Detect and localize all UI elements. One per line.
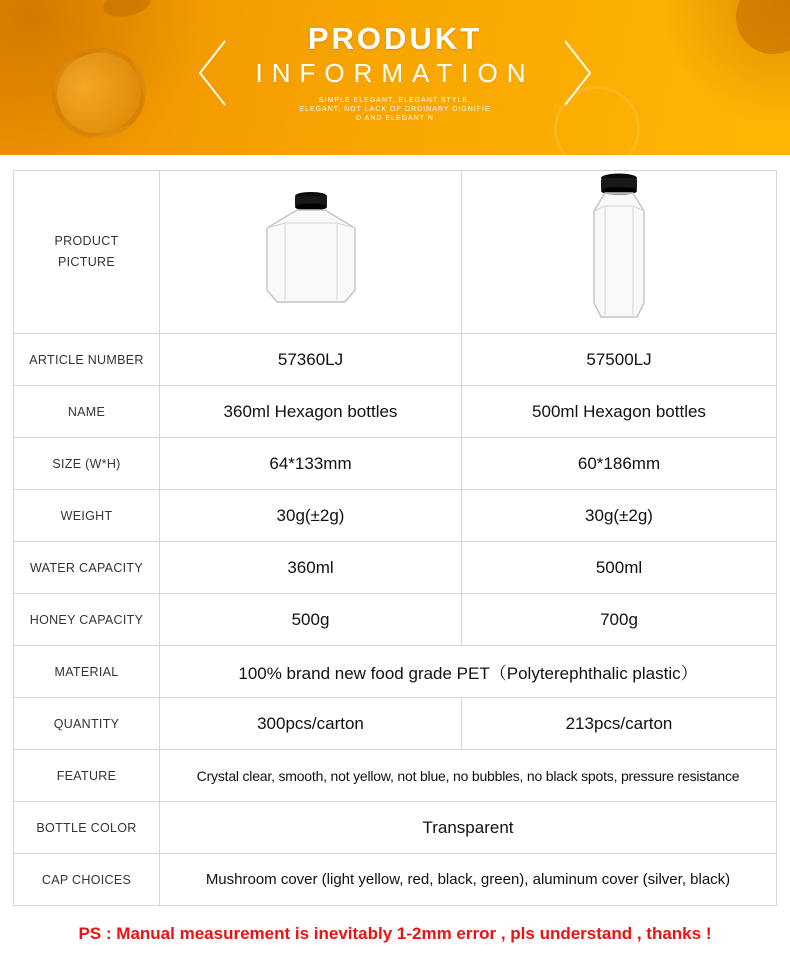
cap-choices-value: Mushroom cover (light yellow, red, black, green), aluminum cover (silver, black) [160,854,777,906]
table-row-bottle-color [14,802,777,854]
table-row-material [14,646,777,698]
feature-value: Crystal clear, smooth, not yellow, not blue, no bubbles, no black spots, pressure resistance [160,750,777,802]
label-picture: PICTURE [58,255,115,269]
label-product: PRODUCT [54,234,119,248]
banner-title: PRODUKT [307,21,483,56]
bottle-color-value: Transparent [160,802,777,854]
spec-table-wrapper [0,155,790,906]
banner-titles [255,22,534,123]
honey-capacity-360: 500g [160,594,462,646]
row-label-article-number: ARTICLE NUMBER [14,334,160,386]
honey-capacity-500: 700g [462,594,777,646]
table-row-picture [14,171,777,334]
decorative-ellipse-top [101,0,153,21]
quantity-500: 213pcs/carton [462,698,777,750]
size-360: 64*133mm [160,438,462,490]
hexagon-bottle-360ml-image [251,188,371,310]
picture-cell-360ml [160,171,462,334]
row-label-water-capacity: WATER CAPACITY [14,542,160,594]
weight-500: 30g(±2g) [462,490,777,542]
water-capacity-360: 360ml [160,542,462,594]
article-number-360: 57360LJ [160,334,462,386]
chevron-left-icon [195,37,229,109]
product-spec-table [13,170,777,906]
row-label-size: SIZE (W*H) [14,438,160,490]
banner-tagline [255,96,534,123]
quantity-360: 300pcs/carton [160,698,462,750]
chevron-right-icon [561,37,595,109]
table-row-quantity [14,698,777,750]
table-row-cap-choices [14,854,777,906]
picture-cell-500ml [462,171,777,334]
name-500: 500ml Hexagon bottles [462,386,777,438]
weight-360: 30g(±2g) [160,490,462,542]
name-360: 360ml Hexagon bottles [160,386,462,438]
banner-tagline-line1: SIMPLE ELEGANT, ELEGANT STYLE, [318,97,472,104]
table-row-water-capacity [14,542,777,594]
row-label-cap-choices: CAP CHOICES [14,854,160,906]
row-label-honey-capacity: HONEY CAPACITY [14,594,160,646]
table-row-feature [14,750,777,802]
banner [0,0,790,155]
row-label-name: NAME [14,386,160,438]
size-500: 60*186mm [462,438,777,490]
table-row-honey-capacity [14,594,777,646]
row-label-bottle-color: BOTTLE COLOR [14,802,160,854]
measurement-disclaimer: PS : Manual measurement is inevitably 1-2mm error , pls understand , thanks ! [78,924,712,943]
table-row-weight [14,490,777,542]
table-row-size [14,438,777,490]
banner-subtitle: INFORMATION [255,58,535,88]
material-value: 100% brand new food grade PET（Polyterephthalic plastic） [160,646,777,698]
row-label-material: MATERIAL [14,646,160,698]
table-row-article-number [14,334,777,386]
water-capacity-500: 500ml [462,542,777,594]
row-label-feature: FEATURE [14,750,160,802]
row-label-quantity: QUANTITY [14,698,160,750]
banner-tagline-line2: ELEGANT, NOT LACK OF ORDINARY DIGNIFIE [299,106,491,113]
table-row-name [14,386,777,438]
article-number-500: 57500LJ [462,334,777,386]
row-label-product-picture [14,171,160,334]
row-label-weight: WEIGHT [14,490,160,542]
banner-tagline-line3: D AND ELEGANT N [356,115,434,122]
banner-content [0,22,790,123]
hexagon-bottle-500ml-image [572,171,667,327]
